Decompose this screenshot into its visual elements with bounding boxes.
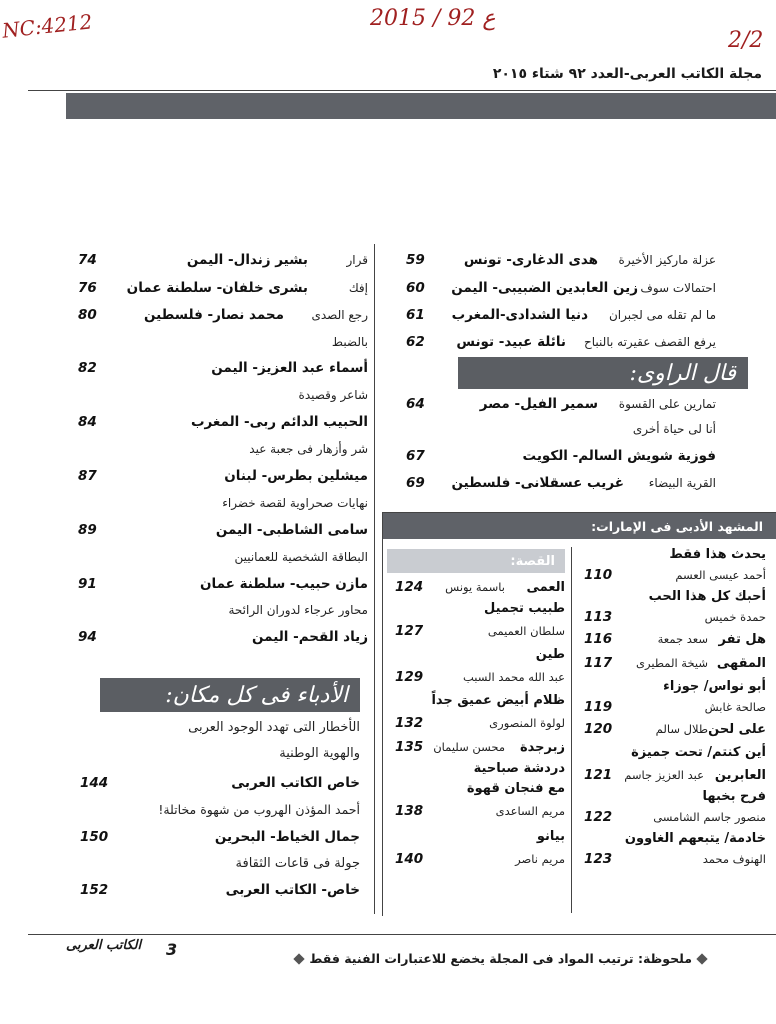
list-item [78, 335, 368, 349]
entry-author: محسن سليمان [433, 740, 505, 754]
list-item [78, 496, 368, 510]
entry-title: فرح بخبها [702, 789, 766, 804]
item-title: تمارين على القسوة [618, 397, 716, 411]
item-author: زياد القحم- اليمن [252, 629, 368, 645]
list-item [387, 715, 565, 739]
list-item [78, 360, 368, 376]
entry-page: 121 [584, 767, 613, 783]
entry-author: طلال سالم [655, 722, 708, 736]
item-title: جولة فى قاعات الثقافة [235, 856, 360, 871]
emirates-left-list [387, 549, 565, 873]
item-author: بشرى خلفان- سلطنة عمان [126, 280, 308, 296]
list-item [406, 280, 716, 296]
entry-page: 122 [584, 809, 613, 825]
entry-title: ظلام أبيض عميق جداً [431, 693, 565, 708]
emirates-right-list [584, 547, 766, 873]
entry-author: أحمد عيسى العسم [675, 568, 766, 582]
entry-title: المقهى [716, 656, 766, 671]
item-author: غريب عسقلانى- فلسطين [451, 475, 624, 491]
emirates-header [383, 513, 776, 539]
entry-author: صالحة غابش [704, 700, 766, 714]
list-item [78, 414, 368, 430]
item-title: نهايات صحراوية لقصة خضراء [222, 496, 368, 510]
item-title: قرار [346, 253, 368, 267]
item-author: زين العابدين الضبيبى- اليمن [451, 280, 638, 296]
list-item [80, 720, 360, 735]
list-item [406, 448, 716, 464]
entry-title: أحبك كل هذا الحب [648, 589, 766, 604]
item-page: 64 [406, 396, 425, 412]
list-item [78, 576, 368, 592]
list-item [584, 767, 766, 789]
list-item [78, 252, 368, 268]
entry-author: سعد جمعة [657, 632, 708, 646]
list-item [78, 442, 368, 456]
entry-page: 138 [395, 803, 424, 819]
story-subheader-label: القصة: [510, 553, 555, 569]
entry-author: منصور جاسم الشامسى [653, 810, 766, 824]
list-item [584, 721, 766, 745]
entry-author: عبد الله محمد السبب [463, 670, 565, 684]
list-item [584, 699, 766, 721]
list-item [78, 522, 368, 538]
item-page: 80 [78, 307, 97, 323]
item-page: 60 [406, 280, 425, 296]
list-item [406, 334, 716, 350]
item-title: أنا لى حياة أخرى [632, 422, 716, 436]
list-item [387, 669, 565, 693]
handwritten-code: NC:4212 [0, 9, 94, 43]
entry-page: 124 [395, 579, 424, 595]
entry-title: مع فنجان قهوة [466, 781, 565, 796]
item-author: أسماء عبد العزيز- اليمن [211, 360, 368, 376]
item-title: أحمد المؤذن الهروب من شهوة مخاتلة! [158, 802, 360, 817]
entry-title: دردشة صباحية [473, 761, 565, 776]
section-title: قال الراوى: [629, 360, 736, 386]
item-author: سامى الشاطبى- اليمن [215, 522, 368, 538]
entry-page: 116 [584, 631, 613, 647]
item-page: 69 [406, 475, 425, 491]
footer-note [289, 951, 712, 966]
item-author: هدى الدغارى- تونس [463, 252, 598, 268]
entry-page: 110 [584, 567, 613, 583]
list-item [80, 882, 360, 898]
item-title: إفك [348, 281, 368, 295]
entry-title: طبيب تجميل [483, 601, 565, 616]
list-item [78, 388, 368, 402]
item-page: 91 [78, 576, 97, 592]
entry-page: 132 [395, 715, 424, 731]
entry-title: بيانو [536, 829, 565, 844]
item-author: بشير زندال- اليمن [186, 252, 308, 268]
item-page: 152 [80, 882, 109, 898]
section-banner-writers [100, 678, 360, 712]
item-title: بالضبط [331, 335, 368, 349]
list-item [406, 307, 716, 323]
emirates-header-label: المشهد الأدبى فى الإمارات: [591, 518, 763, 534]
entry-title: يحدث هذا فقط [669, 547, 766, 562]
item-title: احتمالات سوف [640, 281, 716, 295]
entry-author: الهنوف محمد [702, 852, 766, 866]
entry-page: 135 [395, 739, 424, 755]
list-item [78, 280, 368, 296]
list-item [406, 475, 716, 491]
footer-logo: الكاتب العربى [66, 938, 142, 953]
item-author: خاص- الكاتب العربى [225, 882, 360, 898]
footer-page-number: 3 [166, 940, 178, 959]
list-item [584, 567, 766, 589]
item-page: 82 [78, 360, 97, 376]
entry-page: 117 [584, 655, 613, 671]
list-item [406, 422, 716, 436]
item-title: شر وأزهار فى جعبة عيد [249, 442, 368, 456]
list-item [80, 856, 360, 871]
list-item [78, 307, 368, 323]
footer-rule [28, 934, 776, 935]
item-author: نائلة عبيد- تونس [456, 334, 566, 350]
entry-page: 123 [584, 851, 613, 867]
entry-page: 129 [395, 669, 424, 685]
entry-author: حمدة خميس [704, 610, 766, 624]
header-bar [66, 93, 776, 119]
entry-author: لولوة المنصورى [489, 716, 565, 730]
item-page: 84 [78, 414, 97, 430]
item-title: ما لم تقله مى لجبران [608, 308, 716, 322]
list-item [387, 579, 565, 601]
item-page: 89 [78, 522, 97, 538]
item-page: 150 [80, 829, 109, 845]
handwritten-page-mark: 2/2 [728, 28, 764, 53]
entry-author: باسمة يونس [445, 580, 505, 594]
list-item [78, 550, 368, 564]
list-item [80, 829, 360, 845]
item-author: جمال الخياط- البحرين [214, 829, 360, 845]
item-page: 59 [406, 252, 425, 268]
item-author: خاص الكاتب العربى [231, 775, 360, 791]
entry-title: أين كنتم/ تحت جميزة [631, 745, 766, 760]
entry-page: 120 [584, 721, 613, 737]
list-item [80, 802, 360, 817]
item-page: 87 [78, 468, 97, 484]
entry-author: مريم الساعدى [495, 804, 565, 818]
item-author: الحبيب الدائم ربى- المغرب [190, 414, 368, 430]
footer-note-text: ملحوظة: ترتيب المواد فى المجلة يخضع للاعتبارات الفنية فقط [309, 951, 692, 966]
list-item [78, 629, 368, 645]
list-item [406, 396, 716, 412]
list-item [387, 851, 565, 873]
item-author: محمد نصار- فلسطين [143, 307, 284, 323]
item-title: شاعر وقصيدة [298, 388, 368, 402]
entry-page: 113 [584, 609, 613, 625]
section-title: الأدباء فى كل مكان: [165, 682, 348, 708]
item-author: ميشلين بطرس- لبنان [224, 468, 368, 484]
item-page: 94 [78, 629, 97, 645]
entry-title: زبرجدة [519, 740, 565, 755]
item-title: البطاقة الشخصية للعمانيين [234, 550, 368, 564]
item-title: القرية البيضاء [648, 476, 716, 490]
list-item [387, 739, 565, 761]
list-item [584, 609, 766, 631]
entry-page: 127 [395, 623, 424, 639]
list-item [80, 775, 360, 791]
item-page: 76 [78, 280, 97, 296]
list-item [584, 851, 766, 873]
entry-title: هل تفر [718, 632, 766, 647]
entry-title: على لحن [708, 722, 766, 737]
diamond-icon [696, 953, 707, 964]
list-item [78, 603, 368, 617]
item-title: عزلة ماركيز الأخيرة [618, 253, 716, 267]
list-item [387, 623, 565, 647]
handwritten-date: 2015 / 92 ع [370, 6, 496, 31]
entry-author: سلطان العميمى [487, 624, 565, 638]
entry-page: 140 [395, 851, 424, 867]
entry-title: العمى [526, 580, 565, 595]
entry-author: عبد العزيز جاسم [624, 768, 704, 782]
item-title: محاور عرجاء لدوران الرائحة [228, 603, 368, 617]
item-author: مازن حبيب- سلطنة عمان [200, 576, 368, 592]
entry-title: العابرين [714, 768, 766, 783]
list-item [387, 803, 565, 829]
header-rule [28, 90, 776, 91]
item-title: رجع الصدى [311, 308, 368, 322]
section-banner-narrator [458, 357, 748, 389]
diamond-icon [294, 953, 305, 964]
item-page: 62 [406, 334, 425, 350]
emirates-divider [571, 547, 572, 913]
item-title: يرفع القصف عقيرته بالنباح [584, 335, 716, 349]
entry-title: أبو نواس/ جوزاء [663, 679, 766, 694]
item-page: 61 [406, 307, 425, 323]
item-title: الأخطار التى تهدد الوجود العربى [188, 720, 360, 735]
list-item [584, 655, 766, 679]
list-item [584, 631, 766, 655]
entry-page: 119 [584, 699, 613, 715]
entry-author: شيخة المطيرى [636, 656, 708, 670]
item-page: 74 [78, 252, 97, 268]
emirates-box [382, 512, 776, 916]
item-author: سمير الفيل- مصر [479, 396, 598, 412]
item-page: 144 [80, 775, 109, 791]
entry-title: طين [535, 647, 565, 662]
magazine-header: مجلة الكاتب العربى-العدد ٩٢ شتاء ٢٠١٥ [492, 66, 762, 82]
entry-title: خادمة/ يتبعهم الغاوون [624, 831, 766, 846]
story-subheader [387, 549, 565, 573]
list-item [80, 746, 360, 761]
item-author: دنيا الشدادى-المغرب [451, 307, 588, 323]
list-item [406, 252, 716, 268]
column-divider [374, 244, 375, 914]
list-item [584, 809, 766, 831]
item-page: 67 [406, 448, 425, 464]
item-title: والهوية الوطنية [279, 746, 360, 761]
item-author: فوزية شويش السالم- الكويت [522, 448, 716, 464]
list-item [78, 468, 368, 484]
entry-author: مريم ناصر [515, 852, 565, 866]
